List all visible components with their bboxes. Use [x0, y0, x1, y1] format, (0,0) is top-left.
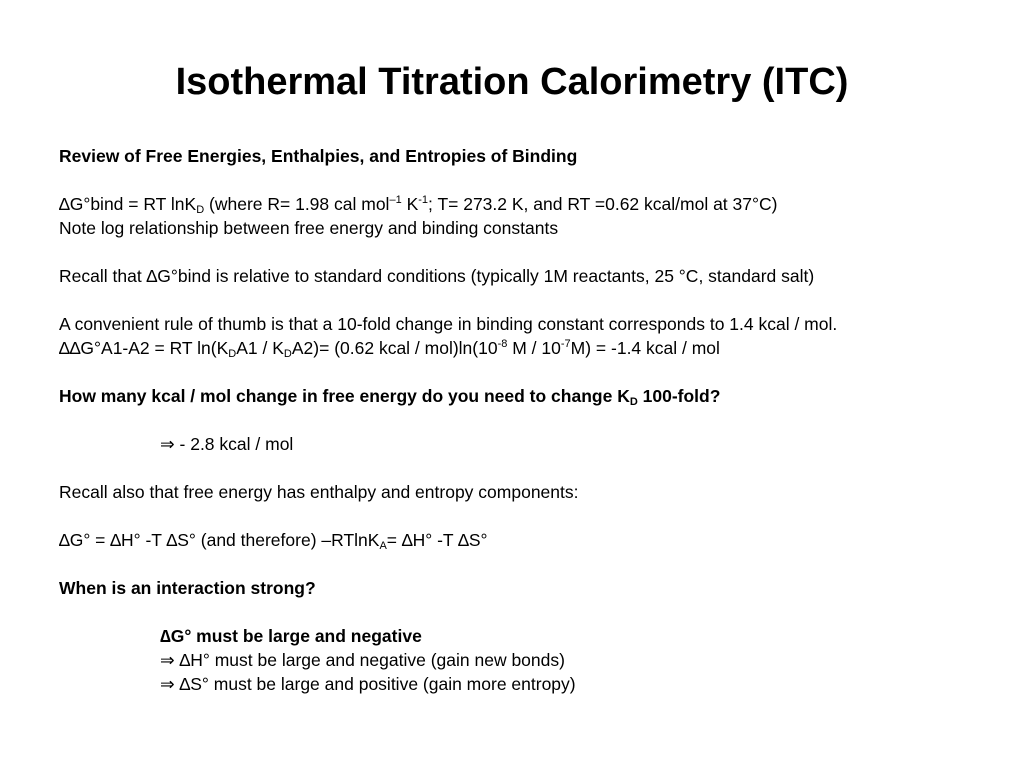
standard-conditions-note: Recall that ∆G°bind is relative to standard conditions (typically 1M reactants, 25 °C, standard salt) — [59, 266, 815, 286]
log-note: Note log relationship between free energy and binding constants — [59, 218, 559, 238]
question-kd-change: How many kcal / mol change in free energy do you need to change $K_D$ 100-fold? — [59, 386, 721, 408]
condition-delta-g: ∆G° must be large and negative — [160, 626, 422, 646]
condition-delta-h: ⇒ ∆H° must be large and negative (gain new bonds) — [160, 650, 565, 670]
answer-kd-change: ⇒ - 2.8 kcal / mol — [160, 434, 294, 454]
free-energy-equation: ∆G°bind = RT lnK$_D$ (where R= 1.98 cal mol$^{-1}$ $K^{-1}$; T= 273.2 K, and RT =0.62 kcal/mol at 37°C) — [59, 194, 778, 216]
slide-title: Isothermal Titration Calorimetry (ITC) — [175, 61, 849, 103]
rule-of-thumb: A convenient rule of thumb is that a 10-fold change in binding constant corresponds to 1.4 kcal / mol. — [59, 314, 838, 334]
question-strong-interaction: When is an interaction strong? — [59, 578, 316, 598]
delta-delta-g-equation: ∆∆G°A1-A2 = RT $\ln(K_DA1 / K_DA2)= (0.62$ kcal / $mol)\ln(10^{-8}$ $M / 10^{-7}M) = -1.4$ kcal / mol — [59, 338, 720, 360]
condition-delta-s: ⇒ ∆S° must be large and positive (gain more entropy) — [160, 674, 576, 694]
gibbs-equation: ∆G° = ∆H° -T ∆S° (and therefore) –RTlnK$_A$= ∆H° -T ∆S° — [59, 530, 488, 552]
section-heading: Review of Free Energies, Enthalpies, and Entropies of Binding — [59, 146, 578, 166]
components-note: Recall also that free energy has enthalpy and entropy components: — [59, 482, 579, 502]
